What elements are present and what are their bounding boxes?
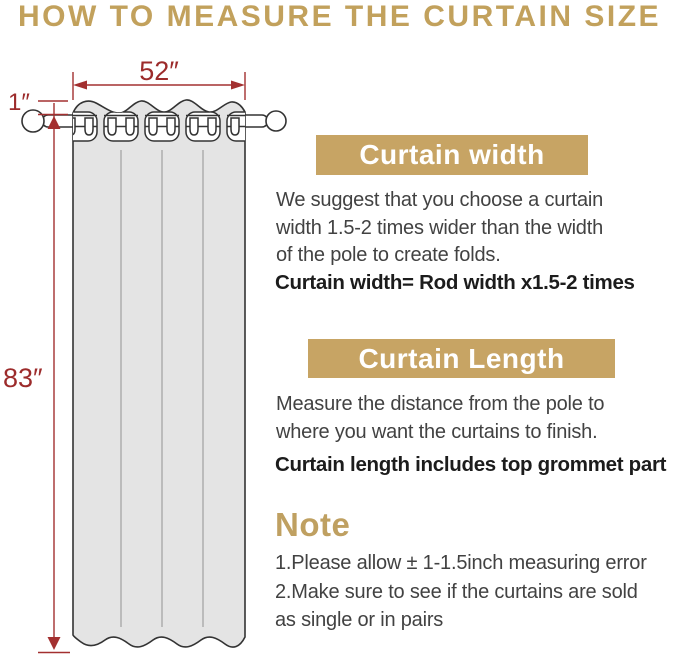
- curtain-width-description: [276, 187, 603, 270]
- width-dimension-label: 52″: [139, 56, 179, 86]
- arrow-right-icon: [231, 81, 245, 90]
- top-offset-label: 1″: [8, 89, 30, 116]
- page-title: HOW TO MEASURE THE CURTAIN SIZE: [17, 0, 662, 33]
- curtain-panel: [73, 100, 245, 647]
- top-offset-dimension: [38, 101, 68, 115]
- text-line: Measure the distance from the pole to: [276, 393, 605, 415]
- arrow-left-icon: [73, 81, 87, 90]
- length-dimension-label: 83″: [3, 363, 43, 393]
- note-list: [275, 549, 647, 635]
- curtain-width-formula: Curtain width= Rod width x1.5-2 times: [275, 271, 635, 294]
- text-line: We suggest that you choose a curtain: [276, 189, 604, 211]
- note-heading: Note: [275, 506, 351, 543]
- grommet: [145, 112, 179, 141]
- text-line: where you want the curtains to finish.: [276, 420, 598, 443]
- text-line: of the pole to create folds.: [276, 244, 501, 266]
- rod-finial-right: [266, 111, 286, 131]
- arrow-down-icon: [48, 637, 61, 650]
- text-line: width 1.5-2 times wider than the width: [276, 216, 604, 239]
- note-item: as single or in pairs: [275, 609, 444, 631]
- curtain-length-formula: Curtain length includes top grommet part: [275, 453, 667, 476]
- grommet: [186, 112, 220, 141]
- grommet: [104, 112, 138, 141]
- grommet-openings: [63, 112, 261, 141]
- curtain-length-heading: Curtain Length: [308, 339, 615, 378]
- curtain-measure-diagram: [0, 0, 310, 661]
- note-item: 1.Please allow ± 1-1.5inch measuring error: [275, 552, 647, 574]
- curtain-length-description: [276, 391, 604, 446]
- curtain-width-heading: Curtain width: [316, 135, 588, 175]
- note-item: 2.Make sure to see if the curtains are sold: [275, 580, 638, 603]
